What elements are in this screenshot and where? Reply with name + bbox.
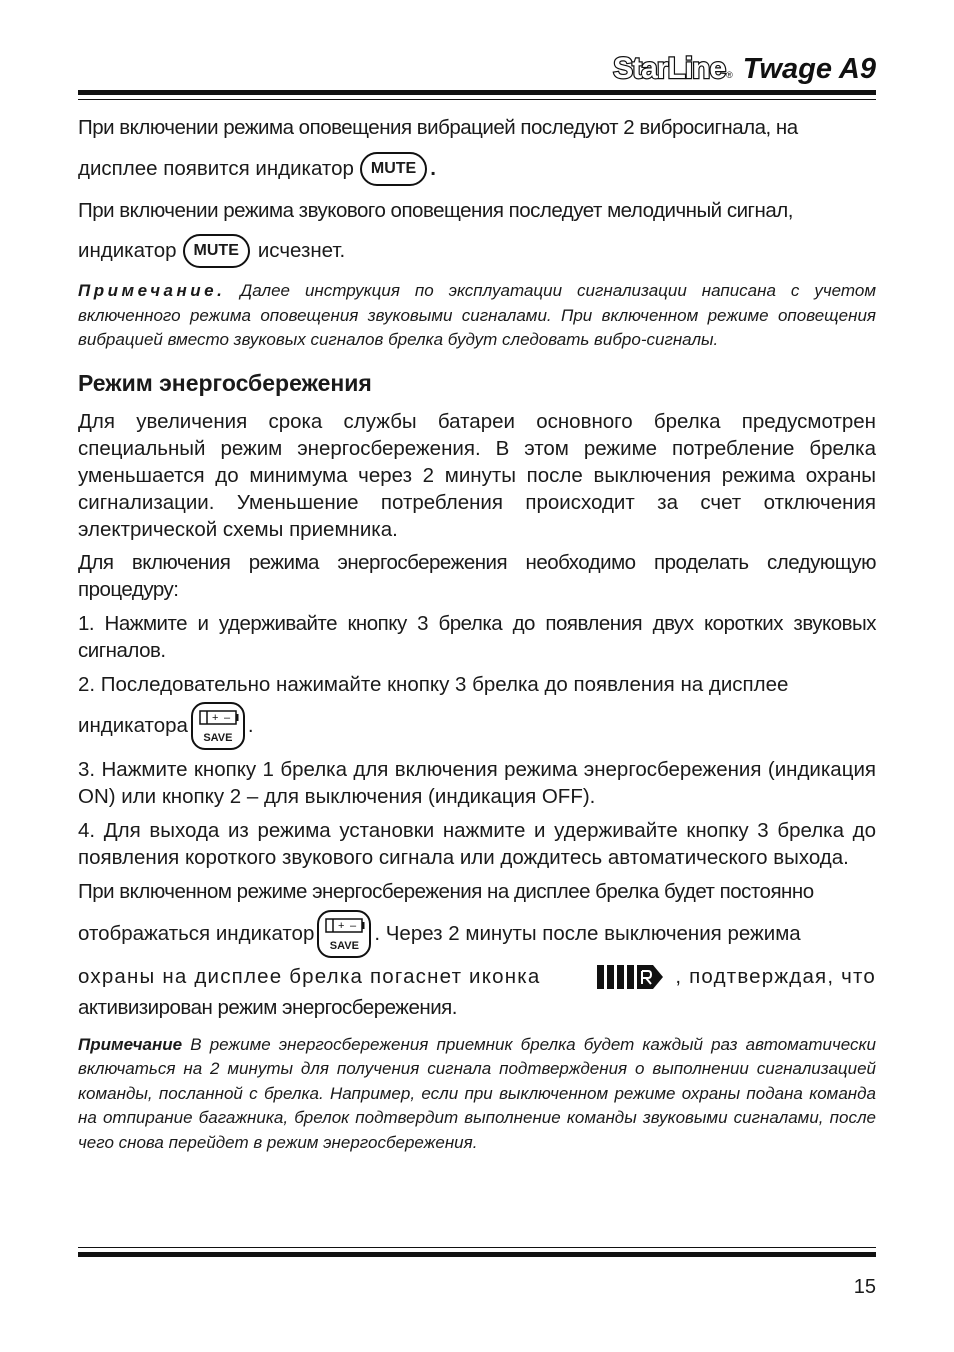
footer-rule-thick <box>78 1252 876 1257</box>
save-indicator-label: SAVE <box>329 939 359 952</box>
note-1-text: Далее инструкция по эксплуатации сигнализации написана с учетом включенного режима оповещения звуковыми сигналами. При включенном режиме оповещения вибрацией вместо звуковых сигналов брелка будут следовать вибро-сигналы. <box>78 281 876 349</box>
para5-line4: активизирован режим энергосбережения. <box>78 995 457 1019</box>
para5-line2-text: отображаться индикатор <box>78 921 315 945</box>
step-2-line1: 2. Последовательно нажимайте кнопку 3 брелка до появления на дисплее <box>78 672 789 696</box>
mute-indicator-icon <box>183 234 250 268</box>
note-2-text: В режиме энергосбережения приемник брелка будет каждый раз автоматически включаться на 2 минуты для получения сигнала подтверждения о выполнении сигнализацией команды, посланной с брелка. Например, если при выключенном режиме охраны подана команда на отпирание багажника, брелок подтвердит выполнение команды звуковыми сигналами, после чего снова перейдет в режим энергосбережения. <box>78 1034 876 1152</box>
save-indicator-icon <box>191 702 245 750</box>
para1-line2 <box>78 147 876 191</box>
para1-line2-end: . <box>430 157 436 180</box>
save-indicator-icon <box>317 910 371 958</box>
step-2-line2 <box>78 698 876 754</box>
step-2-line2-text: индикатора <box>78 713 188 737</box>
para2-line1: При включении режима звукового оповещения последует мелодичный сигнал, <box>78 199 793 222</box>
para5-line1: При включенном режиме энергосбережения на дисплее брелка будет постоянно <box>78 879 814 903</box>
step-2-line2-end: . <box>247 713 254 737</box>
signal-strength-icon <box>595 963 665 991</box>
model-title: Twage A9 <box>742 53 876 85</box>
para2-line2-end: исчезнет. <box>257 239 346 262</box>
battery-minus: – <box>223 711 231 724</box>
para5-line3-end: , подтверждая, что <box>675 964 876 988</box>
note-2-label: Примечание <box>78 1034 183 1054</box>
battery-plus: + <box>211 711 219 724</box>
mute-indicator-label: MUTE <box>370 160 417 177</box>
brand-registered-mark: ® <box>726 70 733 80</box>
mute-indicator-icon <box>360 152 427 186</box>
page-content <box>78 112 876 1155</box>
note-1 <box>78 279 876 353</box>
note-1-label: Примечание. <box>78 281 226 300</box>
header-brand <box>613 52 876 86</box>
page-number: 15 <box>853 1276 876 1298</box>
step-1: 1. Нажмите и удерживайте кнопку 3 брелка до появления двух коротких звуковых сигналов. <box>78 611 876 662</box>
brand-logo: StarLine <box>613 52 726 85</box>
note-2 <box>78 1033 876 1156</box>
para5-line2-end: . Через 2 минуты после выключения режима <box>374 921 801 945</box>
footer-rule-thin <box>78 1247 876 1248</box>
battery-plus: + <box>338 919 345 932</box>
para1-line1: При включении режима оповещения вибрацией последуют 2 вибросигнала, на <box>78 116 798 139</box>
para5-line3 <box>78 963 876 991</box>
step-3: 3. Нажмите кнопку 1 брелка для включения режима энергосбережения (индикация ON) или кнопку 2 – для выключения (индикация OFF). <box>78 757 876 808</box>
para4: Для включения режима энергосбережения необходимо проделать следующую процедуру: <box>78 550 876 601</box>
battery-icon <box>199 709 239 727</box>
para2-line2 <box>78 229 876 273</box>
header-rule-thin <box>78 99 876 100</box>
para2-line2-text: индикатор <box>78 239 177 262</box>
section-heading: Режим энергосбережения <box>78 369 372 396</box>
header-rule-thick <box>78 90 876 95</box>
para5-line2 <box>78 905 876 963</box>
para5-line3-text: охраны на дисплее брелка погаснет иконка <box>78 964 541 988</box>
step-4: 4. Для выхода из режима установки нажмите и удерживайте кнопку 3 брелка до появления короткого звукового сигнала или дождитесь автоматического выхода. <box>78 818 876 869</box>
save-indicator-label: SAVE <box>203 731 233 744</box>
mute-indicator-label: MUTE <box>193 242 239 259</box>
para1-line2-text: дисплее появится индикатор <box>78 157 354 180</box>
para3: Для увеличения срока службы батареи основного брелка предусмотрен специальный режим энергосбережения. В этом режиме потребление брелка уменьшается до минимума через 2 минуты после выключения режима охраны сигнализации. Уменьшение потребления происходит за счет отключения электрической схемы приемника. <box>78 409 876 541</box>
battery-icon <box>325 917 365 935</box>
battery-minus: – <box>350 919 357 932</box>
